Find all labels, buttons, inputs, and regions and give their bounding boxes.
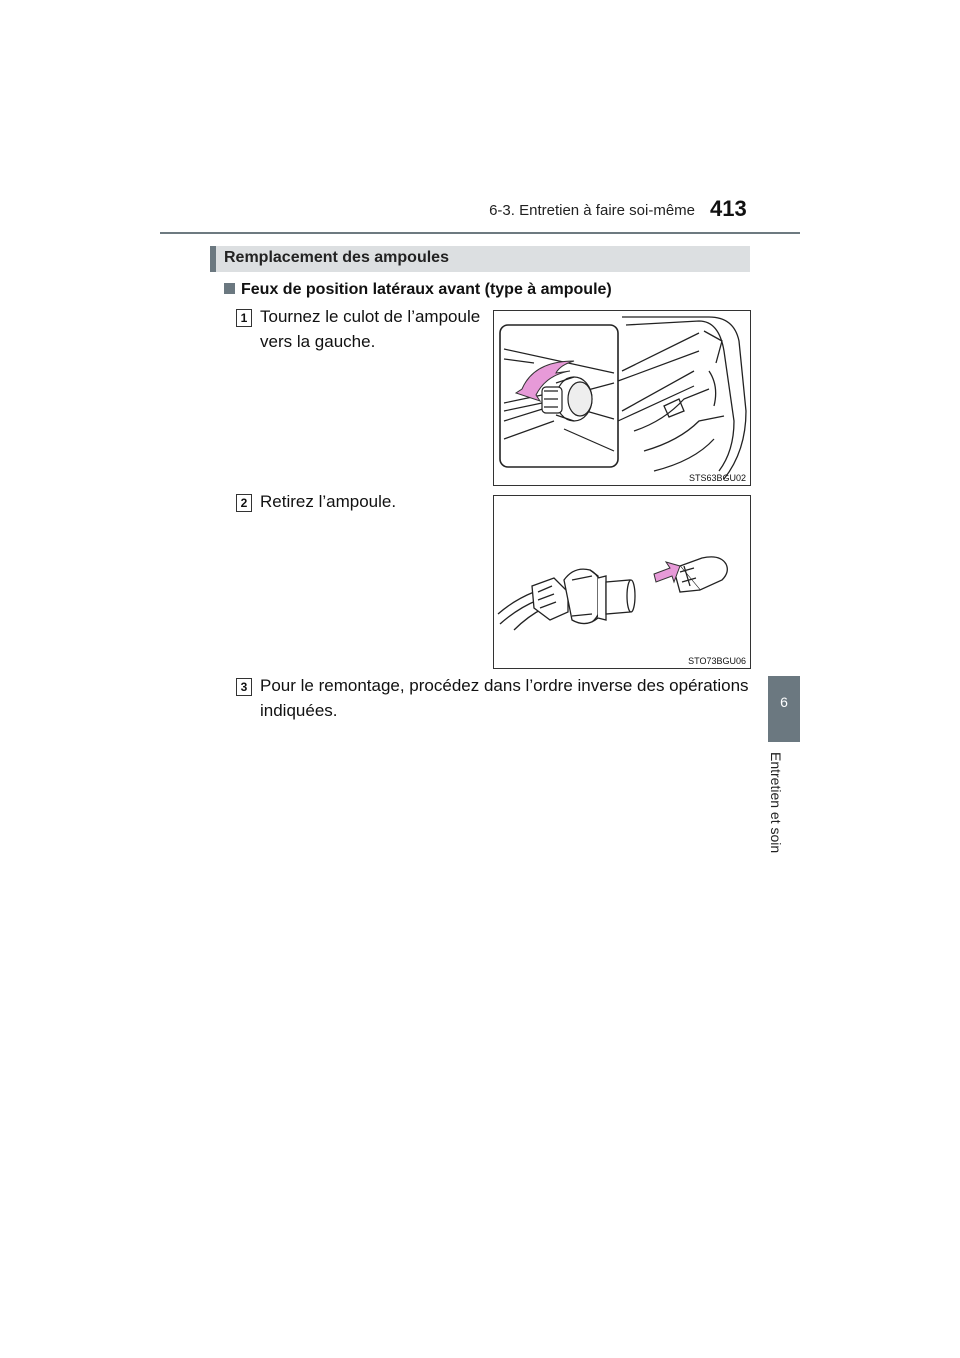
step-1-badge: 1	[236, 309, 252, 327]
subheading-text: Feux de position latéraux avant (type à ampoule)	[241, 281, 612, 298]
section-title: Remplacement des ampoules	[224, 249, 449, 266]
square-bullet-icon	[224, 283, 235, 294]
chapter-tab-number: 6	[780, 694, 788, 710]
step-3-text: Pour le remontage, procédez dans l’ordre inverse des opérations indiquées.	[260, 676, 749, 720]
section-title-accent	[210, 246, 216, 272]
step-2-badge: 2	[236, 494, 252, 512]
bulb-socket-illustration	[494, 311, 750, 485]
chapter-tab-label: Entretien et soin	[768, 752, 784, 854]
bulb-removal-illustration	[494, 496, 750, 668]
subheading	[224, 281, 612, 299]
header-divider	[160, 232, 800, 234]
page-number: 413	[710, 196, 747, 221]
header-section-title: 6-3. Entretien à faire soi-même	[489, 202, 695, 219]
figure-1-code: STS63BGU02	[688, 473, 746, 483]
step-3-badge: 3	[236, 678, 252, 696]
figure-2-code: STO73BGU06	[688, 656, 746, 666]
step-1-text: Tournez le culot de l’ampoule vers la gauche.	[260, 307, 481, 351]
figure-bulb-removal	[493, 495, 751, 669]
figure-bulb-socket-rotate	[493, 310, 751, 486]
step-2-text: Retirez l’ampoule.	[260, 492, 397, 511]
